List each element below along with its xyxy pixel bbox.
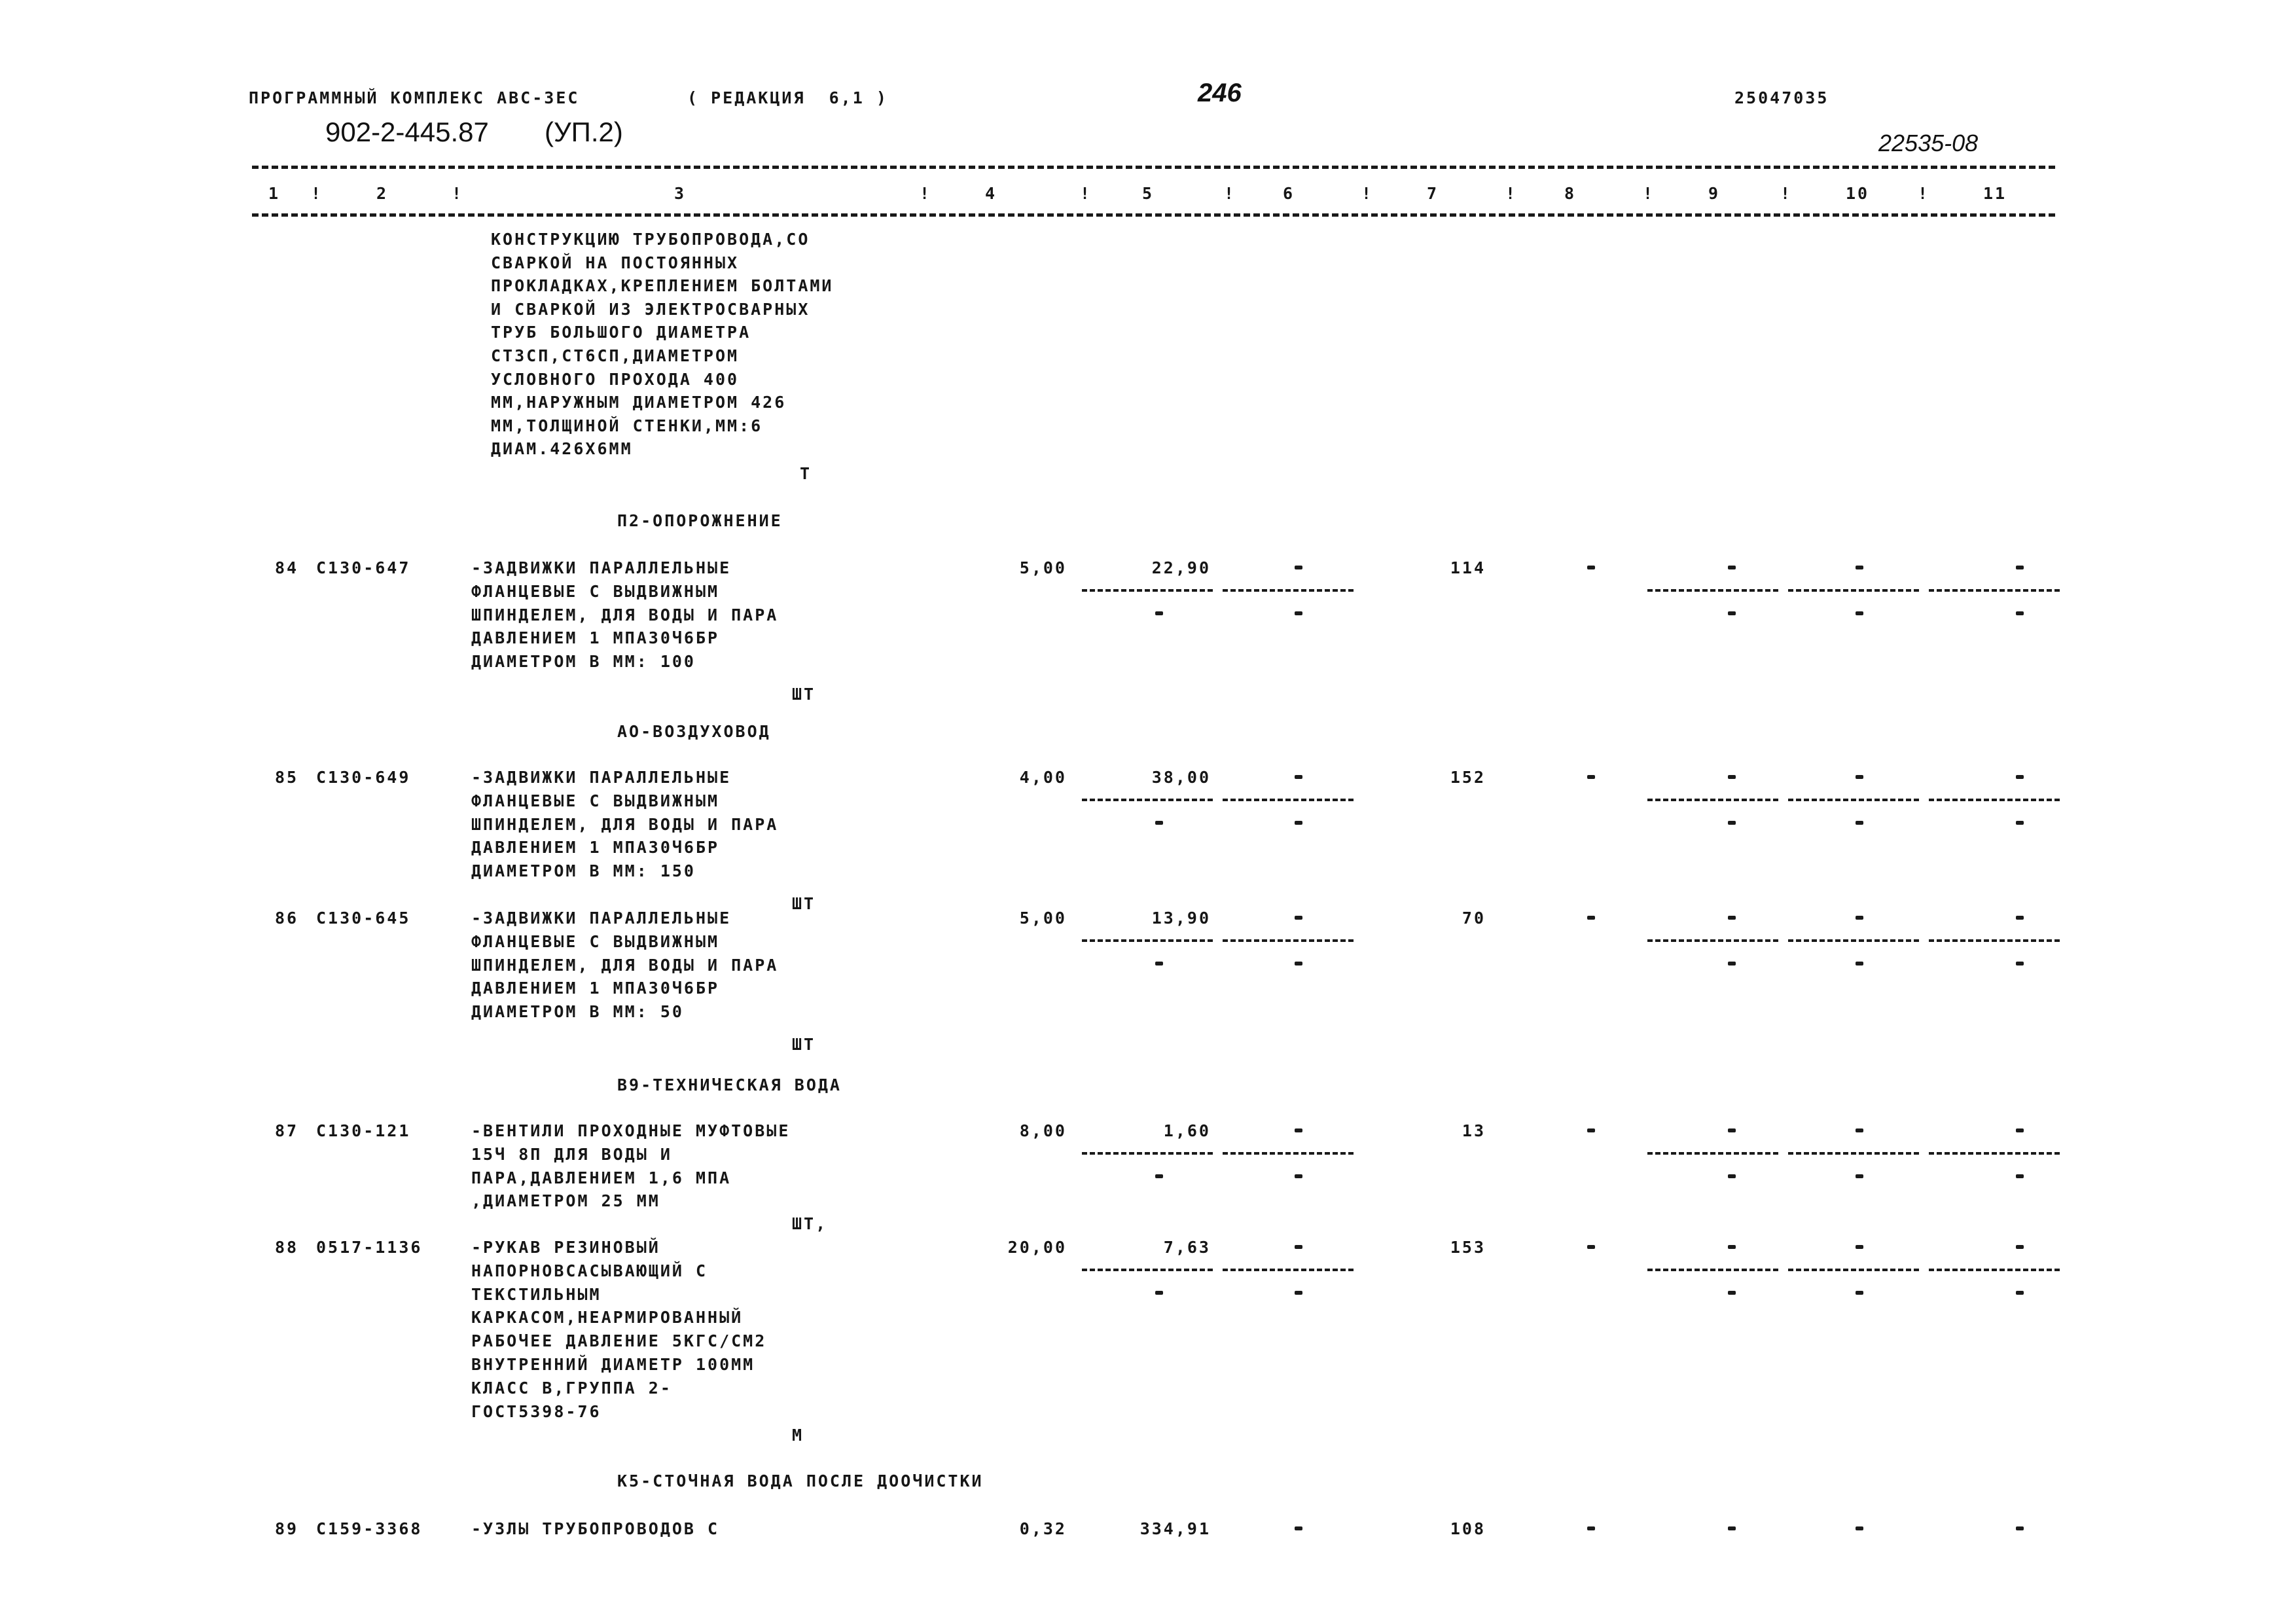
row-quantity: 4,00: [1019, 768, 1067, 787]
cell-divider-line: [1223, 589, 1354, 592]
row-description-line: ДИАМЕТРОМ В ММ: 150: [471, 861, 696, 881]
program-name: ПРОГРАММНЫЙ КОМПЛЕКС АВС-ЗЕС: [249, 88, 580, 107]
cell-divider-line: [1647, 589, 1778, 592]
empty-value-mark: [2016, 1245, 2024, 1249]
column-separator: !: [311, 184, 323, 203]
cell-divider-line: [1929, 589, 2060, 592]
row-description-line: -УЗЛЫ ТРУБОПРОВОДОВ С: [471, 1519, 720, 1538]
cell-divider-line: [1082, 939, 1213, 942]
row-number: 85: [275, 768, 299, 787]
row-description-line: 15Ч 8П ДЛЯ ВОДЫ И: [471, 1144, 672, 1164]
row-number: 89: [275, 1519, 299, 1538]
column-separator: !: [1918, 184, 1930, 203]
empty-value-mark: [1856, 566, 1863, 569]
cell-divider-line: [1223, 939, 1354, 942]
cell-divider-line: [1223, 1152, 1354, 1155]
empty-value-mark: [1295, 1245, 1302, 1249]
cell-divider-line: [1788, 939, 1919, 942]
row-quantity: 20,00: [1007, 1238, 1067, 1257]
column-separator: !: [1361, 184, 1374, 203]
row-total: 114: [1450, 558, 1486, 577]
empty-value-mark: [1728, 1174, 1736, 1178]
empty-value-mark: [2016, 916, 2024, 920]
empty-value-mark: [1295, 566, 1302, 569]
row-number: 86: [275, 909, 299, 928]
column-number: 11: [1983, 184, 2007, 203]
empty-value-mark: [1856, 1526, 1863, 1530]
empty-value-mark: [1155, 1174, 1163, 1178]
row-description-line: ВНУТРЕННИЙ ДИАМЕТР 100ММ: [471, 1355, 755, 1374]
cell-divider-line: [1929, 1152, 2060, 1155]
cell-divider-line: [1647, 1269, 1778, 1271]
empty-value-mark: [1295, 1174, 1302, 1178]
header-top-rule: [252, 166, 2055, 169]
continuation-line: ДИАМ.426Х6ММ: [491, 439, 633, 459]
row-description-line: ШПИНДЕЛЕМ, ДЛЯ ВОДЫ И ПАРА: [471, 814, 779, 834]
row-price: 7,63: [1163, 1238, 1211, 1257]
empty-value-mark: [1728, 962, 1736, 965]
empty-value-mark: [1155, 1291, 1163, 1295]
cell-divider-line: [1929, 939, 2060, 942]
empty-value-mark: [1856, 916, 1863, 920]
empty-value-mark: [1856, 1128, 1863, 1132]
row-description-line: ФЛАНЦЕВЫЕ С ВЫДВИЖНЫМ: [471, 931, 720, 951]
column-number: 8: [1564, 184, 1577, 203]
continuation-unit: Т: [800, 464, 812, 483]
row-unit: ШТ: [792, 1035, 816, 1054]
empty-value-mark: [1295, 821, 1302, 825]
row-description-line: -ВЕНТИЛИ ПРОХОДНЫЕ МУФТОВЫЕ: [471, 1121, 791, 1140]
empty-value-mark: [2016, 566, 2024, 569]
empty-value-mark: [1856, 1174, 1863, 1178]
page-number: 246: [1198, 79, 1242, 107]
cell-divider-line: [1647, 799, 1778, 801]
row-description-line: КАРКАСОМ,НЕАРМИРОВАННЫЙ: [471, 1308, 744, 1327]
empty-value-mark: [1728, 566, 1736, 569]
empty-value-mark: [1856, 775, 1863, 779]
continuation-line: ПРОКЛАДКАХ,КРЕПЛЕНИЕМ БОЛТАМИ: [491, 276, 834, 296]
row-description-line: -ЗАДВИЖКИ ПАРАЛЛЕЛЬНЫЕ: [471, 768, 732, 787]
cell-divider-line: [1788, 1269, 1919, 1271]
empty-value-mark: [1295, 916, 1302, 920]
column-number: 1: [268, 184, 281, 203]
column-number: 9: [1708, 184, 1721, 203]
continuation-line: СТ3СП,СТ6СП,ДИАМЕТРОМ: [491, 346, 740, 365]
row-price: 334,91: [1139, 1519, 1211, 1538]
project-number: 902-2-445.87: [325, 117, 489, 147]
row-description-line: КЛАСС В,ГРУППА 2-: [471, 1378, 672, 1398]
empty-value-mark: [1856, 1245, 1863, 1249]
column-number: 3: [674, 184, 687, 203]
row-price: 22,90: [1151, 558, 1211, 577]
edition-label: ( РЕДАКЦИЯ 6,1 ): [687, 88, 888, 107]
empty-value-mark: [1587, 1245, 1595, 1249]
cell-divider-line: [1082, 589, 1213, 592]
row-price: 13,90: [1151, 909, 1211, 928]
column-number: 5: [1142, 184, 1155, 203]
row-total: 108: [1450, 1519, 1486, 1538]
column-separator: !: [920, 184, 932, 203]
empty-value-mark: [1295, 1526, 1302, 1530]
row-description-line: ФЛАНЦЕВЫЕ С ВЫДВИЖНЫМ: [471, 581, 720, 601]
cell-divider-line: [1929, 799, 2060, 801]
empty-value-mark: [1587, 1128, 1595, 1132]
row-quantity: 8,00: [1019, 1121, 1067, 1140]
row-number: 87: [275, 1121, 299, 1140]
sheet-code: 22535-08: [1878, 130, 1979, 156]
column-number: 6: [1283, 184, 1295, 203]
row-unit: ШТ: [792, 894, 816, 913]
row-total: 13: [1462, 1121, 1486, 1140]
section-heading: П2-ОПОРОЖНЕНИЕ: [617, 511, 783, 530]
row-total: 152: [1450, 768, 1486, 787]
empty-value-mark: [1295, 1291, 1302, 1295]
row-description-line: ДИАМЕТРОМ В ММ: 100: [471, 652, 696, 672]
empty-value-mark: [1728, 1291, 1736, 1295]
row-quantity: 0,32: [1019, 1519, 1067, 1538]
cell-divider-line: [1647, 1152, 1778, 1155]
row-unit: М: [792, 1426, 804, 1445]
column-separator: !: [452, 184, 464, 203]
header-bottom-rule: [252, 213, 2055, 217]
row-description-line: ,ДИАМЕТРОМ 25 ММ: [471, 1191, 660, 1211]
empty-value-mark: [2016, 1291, 2024, 1295]
album-number: (УП.2): [545, 117, 623, 147]
empty-value-mark: [1295, 1128, 1302, 1132]
continuation-line: ММ,НАРУЖНЫМ ДИАМЕТРОМ 426: [491, 393, 787, 412]
row-quantity: 5,00: [1019, 558, 1067, 577]
row-price: 38,00: [1151, 768, 1211, 787]
empty-value-mark: [1587, 566, 1595, 569]
column-separator: !: [1505, 184, 1518, 203]
column-number: 2: [376, 184, 389, 203]
row-code: С159-3368: [316, 1519, 423, 1538]
row-code: С130-645: [316, 909, 411, 928]
row-code: 0517-1136: [316, 1238, 423, 1257]
empty-value-mark: [1728, 1245, 1736, 1249]
section-heading: К5-СТОЧНАЯ ВОДА ПОСЛЕ ДООЧИСТКИ: [617, 1471, 984, 1490]
row-code: С130-649: [316, 768, 411, 787]
empty-value-mark: [1155, 962, 1163, 965]
cell-divider-line: [1788, 589, 1919, 592]
row-description-line: ФЛАНЦЕВЫЕ С ВЫДВИЖНЫМ: [471, 791, 720, 810]
row-description-line: ДАВЛЕНИЕМ 1 МПА30Ч6БР: [471, 628, 720, 648]
empty-value-mark: [1155, 611, 1163, 615]
cell-divider-line: [1082, 1152, 1213, 1155]
row-description-line: ПАРА,ДАВЛЕНИЕМ 1,6 МПА: [471, 1168, 732, 1187]
empty-value-mark: [1295, 775, 1302, 779]
empty-value-mark: [1295, 611, 1302, 615]
empty-value-mark: [1295, 962, 1302, 965]
empty-value-mark: [2016, 1128, 2024, 1132]
empty-value-mark: [1728, 821, 1736, 825]
row-quantity: 5,00: [1019, 909, 1067, 928]
column-separator: !: [1780, 184, 1793, 203]
row-description-line: ШПИНДЕЛЕМ, ДЛЯ ВОДЫ И ПАРА: [471, 955, 779, 975]
row-code: С130-647: [316, 558, 411, 577]
row-description-line: НАПОРНОВСАСЫВАЮЩИЙ С: [471, 1261, 708, 1280]
empty-value-mark: [1856, 1291, 1863, 1295]
row-description-line: РАБОЧЕЕ ДАВЛЕНИЕ 5КГС/СМ2: [471, 1331, 767, 1351]
cell-divider-line: [1929, 1269, 2060, 1271]
cell-divider-line: [1788, 1152, 1919, 1155]
empty-value-mark: [2016, 1526, 2024, 1530]
row-description-line: ГОСТ5398-76: [471, 1401, 601, 1421]
section-heading: АО-ВОЗДУХОВОД: [617, 722, 771, 741]
continuation-line: УСЛОВНОГО ПРОХОДА 400: [491, 369, 740, 389]
row-number: 88: [275, 1238, 299, 1257]
row-description-line: ТЕКСТИЛЬНЫМ: [471, 1284, 601, 1304]
row-description-line: -ЗАДВИЖКИ ПАРАЛЛЕЛЬНЫЕ: [471, 558, 732, 577]
row-number: 84: [275, 558, 299, 577]
section-heading: В9-ТЕХНИЧЕСКАЯ ВОДА: [617, 1075, 842, 1094]
row-total: 70: [1462, 909, 1486, 928]
row-description-line: -РУКАВ РЕЗИНОВЫЙ: [471, 1238, 660, 1257]
empty-value-mark: [1587, 1526, 1595, 1530]
empty-value-mark: [1728, 916, 1736, 920]
continuation-line: И СВАРКОЙ ИЗ ЭЛЕКТРОСВАРНЫХ: [491, 299, 810, 319]
cell-divider-line: [1647, 939, 1778, 942]
empty-value-mark: [2016, 962, 2024, 965]
row-price: 1,60: [1163, 1121, 1211, 1140]
empty-value-mark: [2016, 775, 2024, 779]
row-description-line: ДАВЛЕНИЕМ 1 МПА30Ч6БР: [471, 838, 720, 857]
cell-divider-line: [1223, 1269, 1354, 1271]
row-unit: ШТ: [792, 685, 816, 704]
continuation-line: КОНСТРУКЦИЮ ТРУБОПРОВОДА,СО: [491, 230, 810, 249]
empty-value-mark: [1587, 916, 1595, 920]
column-number: 7: [1427, 184, 1439, 203]
empty-value-mark: [1587, 775, 1595, 779]
empty-value-mark: [1728, 775, 1736, 779]
empty-value-mark: [1155, 821, 1163, 825]
column-separator: !: [1224, 184, 1236, 203]
empty-value-mark: [2016, 821, 2024, 825]
column-number: 10: [1846, 184, 1870, 203]
column-number: 4: [985, 184, 997, 203]
row-unit: ШТ,: [792, 1214, 828, 1233]
empty-value-mark: [2016, 1174, 2024, 1178]
cell-divider-line: [1223, 799, 1354, 801]
empty-value-mark: [1856, 962, 1863, 965]
row-description-line: ШПИНДЕЛЕМ, ДЛЯ ВОДЫ И ПАРА: [471, 605, 779, 624]
empty-value-mark: [2016, 611, 2024, 615]
empty-value-mark: [1728, 1128, 1736, 1132]
row-code: С130-121: [316, 1121, 411, 1140]
row-description-line: ДАВЛЕНИЕМ 1 МПА30Ч6БР: [471, 979, 720, 998]
cell-divider-line: [1082, 1269, 1213, 1271]
column-separator: !: [1080, 184, 1092, 203]
continuation-line: СВАРКОЙ НА ПОСТОЯННЫХ: [491, 253, 740, 272]
empty-value-mark: [1856, 611, 1863, 615]
continuation-line: ММ,ТОЛЩИНОЙ СТЕНКИ,ММ:6: [491, 416, 763, 435]
empty-value-mark: [1728, 1526, 1736, 1530]
cell-divider-line: [1082, 799, 1213, 801]
document-code: 25047035: [1734, 88, 1829, 107]
continuation-line: ТРУБ БОЛЬШОГО ДИАМЕТРА: [491, 323, 751, 342]
empty-value-mark: [1856, 821, 1863, 825]
row-description-line: ДИАМЕТРОМ В ММ: 50: [471, 1002, 684, 1022]
empty-value-mark: [1728, 611, 1736, 615]
column-separator: !: [1643, 184, 1655, 203]
row-total: 153: [1450, 1238, 1486, 1257]
row-description-line: -ЗАДВИЖКИ ПАРАЛЛЕЛЬНЫЕ: [471, 909, 732, 928]
cell-divider-line: [1788, 799, 1919, 801]
